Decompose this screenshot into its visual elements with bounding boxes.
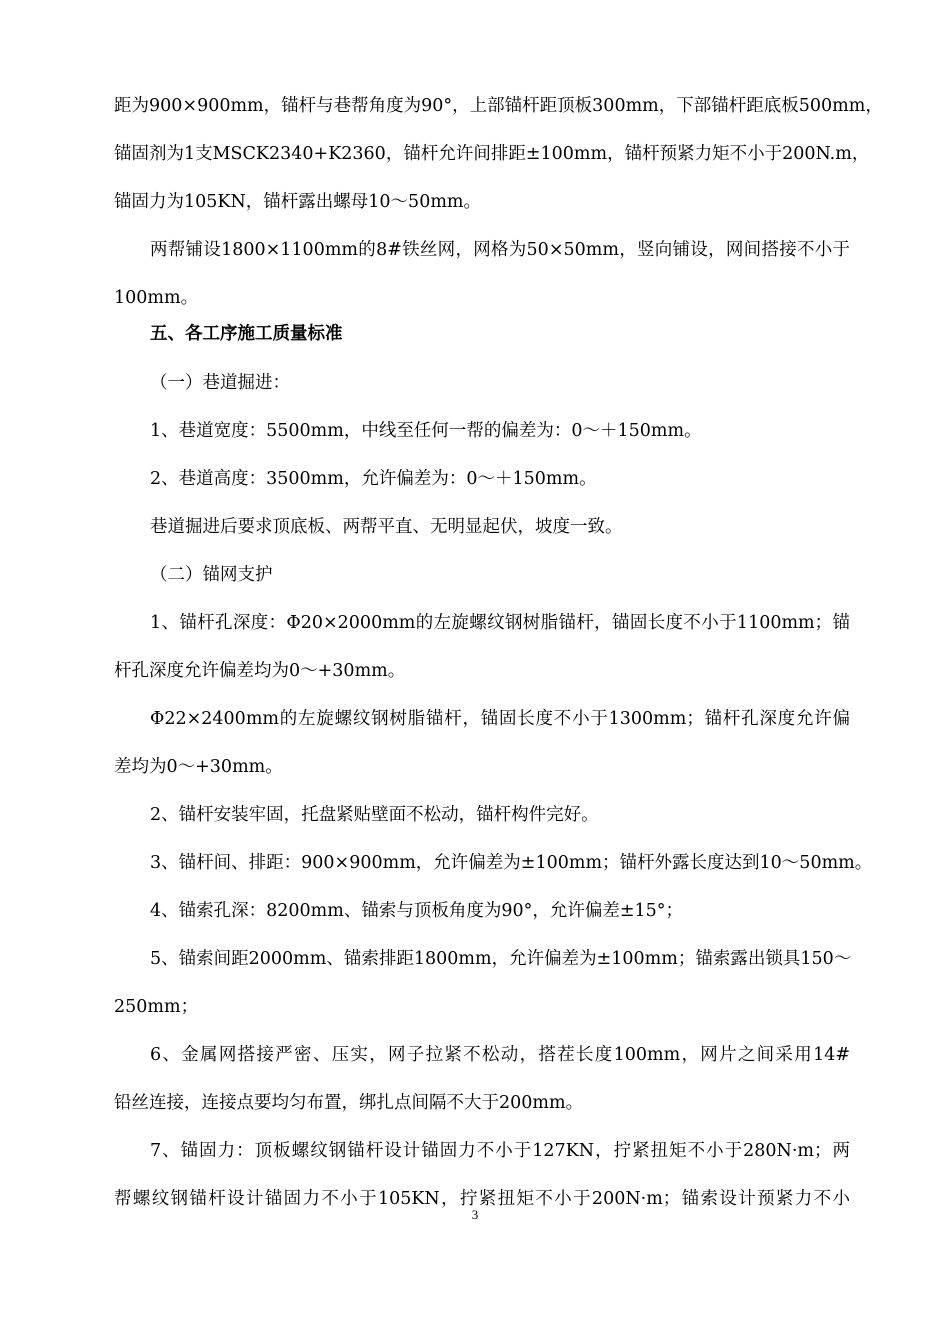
body-text-line: Φ22×2400mm的左旋螺纹钢树脂锚杆，锚固长度不小于1300mm；锚杆孔深度允许偏 [150,709,850,729]
section-heading: 五、各工序施工质量标准 [150,324,343,344]
body-text-line: 7、锚固力：顶板螺纹钢锚杆设计锚固力不小于127KN，拧紧扭矩不小于280N·m；两 [150,1141,850,1161]
body-text-line: 100mm。 [114,288,199,308]
body-text-line: 帮螺纹钢锚杆设计锚固力不小于105KN，拧紧扭矩不小于200N·m；锚索设计预紧力不小 [114,1189,850,1209]
body-text-line: 巷道掘进后要求顶底板、两帮平直、无明显起伏，坡度一致。 [150,517,623,537]
body-text-line: 5、锚索间距2000mm、锚索排距1800mm，允许偏差为±100mm；锚索露出锁具150～ [150,949,852,969]
body-text-line: 3、锚杆间、排距：900×900mm，允许偏差为±100mm；锚杆外露长度达到10～50mm。 [150,853,873,873]
body-text-line: 1、巷道宽度：5500mm，中线至任何一帮的偏差为：0～＋150mm。 [150,421,702,441]
body-text-line: 锚固剂为1支MSCK2340+K2360，锚杆允许间排距±100mm，锚杆预紧力矩不小于200N.m， [114,144,870,164]
body-text-line: 2、巷道高度：3500mm，允许偏差为：0～＋150mm。 [150,469,597,489]
body-text-line: 4、锚索孔深：8200mm、锚索与顶板角度为90°，允许偏差±15°； [150,901,684,921]
body-text-line: 6、金属网搭接严密、压实，网子拉紧不松动，搭茬长度100mm，网片之间采用14# [150,1045,850,1065]
body-text-line: 差均为0～+30mm。 [114,757,283,777]
subsection-heading: （一）巷道掘进： [150,373,290,393]
subsection-heading: （二）锚网支护 [150,565,273,585]
page-number: 3 [471,1207,479,1222]
body-text-line: 1、锚杆孔深度：Φ20×2000mm的左旋螺纹钢树脂锚杆，锚固长度不小于1100mm；锚 [150,613,850,633]
body-text-line: 铅丝连接，连接点要均匀布置，绑扎点间隔不大于200mm。 [114,1093,584,1113]
body-text-line: 两帮铺设1800×1100mm的8#铁丝网，网格为50×50mm，竖向铺设，网间搭接不小于 [150,240,850,260]
body-text-line: 距为900×900mm，锚杆与巷帮角度为90°，上部锚杆距顶板300mm，下部锚杆距底板500mm， [114,96,883,116]
body-text-line: 2、锚杆安装牢固，托盘紧贴壁面不松动，锚杆构件完好。 [150,805,599,825]
body-text-line: 250mm； [114,997,199,1017]
body-text-line: 锚固力为105KN，锚杆露出螺母10～50mm。 [114,192,482,212]
body-text-line: 杆孔深度允许偏差均为0～+30mm。 [114,661,406,681]
